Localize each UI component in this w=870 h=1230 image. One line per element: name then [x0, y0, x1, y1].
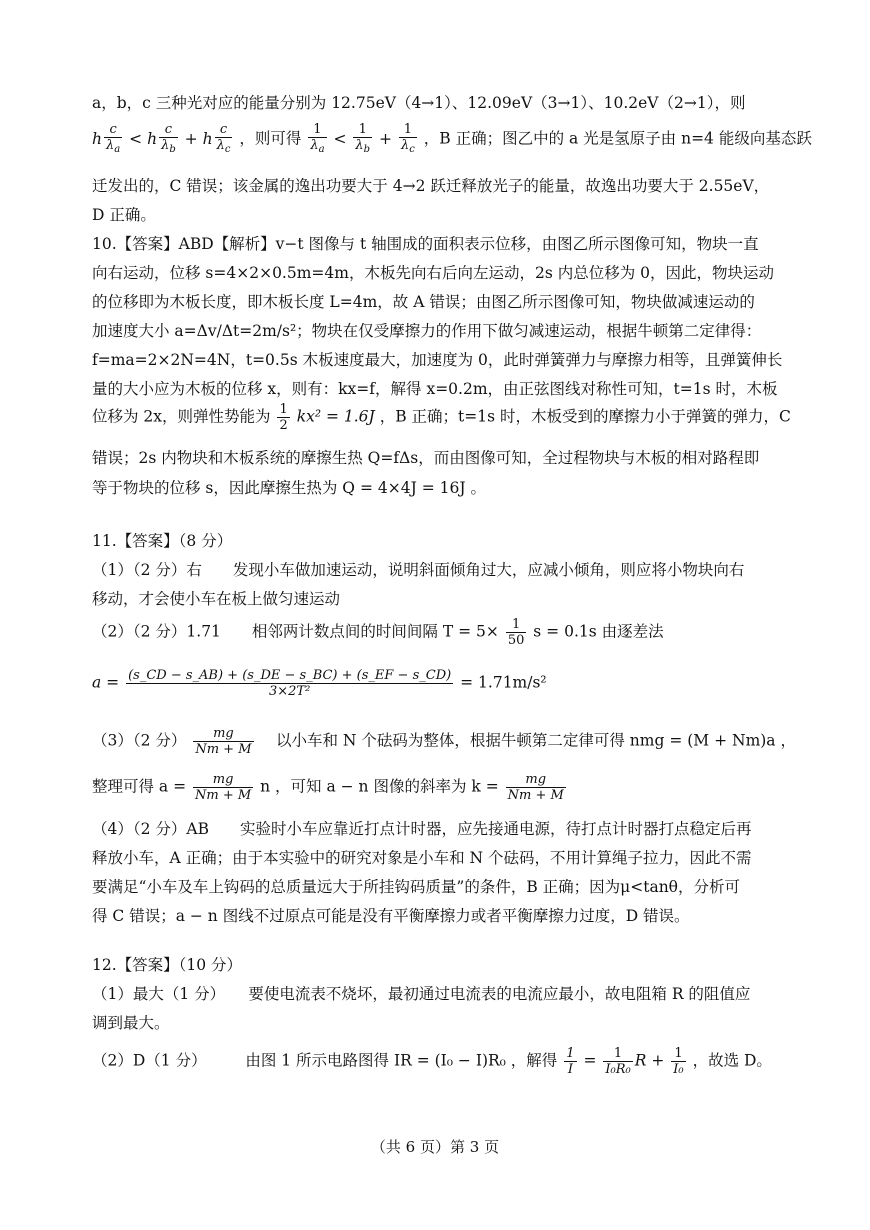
line-26: （1）最大（1 分） 要使电流表不烧坏，最初通过电流表的电流应最小，故电阻箱 R 的阻值应 — [92, 985, 751, 1003]
line-27: 调到最大。 — [92, 1014, 170, 1032]
q11-heading: 11.【答案】（8 分） — [92, 532, 233, 550]
line-15: （1）（2 分）右 发现小车做加速运动，说明斜面倾角过大，应减小倾角，则应将小物块向右 — [92, 561, 745, 579]
line-23: 要满足“小车及车上钩码的总质量远大于所挂钩码质量”的条件，B 正确；因为μ<tanθ，分析可 — [92, 878, 741, 896]
line-2-formula: h $\frac{c}{\lambda_a}$ < h $\frac{c}{\lambda_b}$ + h $\frac{c}{\lambda_c}$ ，则可得 $\frac{1}{\lambda_a}$ < $\frac{1}{\lambda_b}$ + $\frac{1}{\lambda_c}$ ，B 正确；图乙中的 a 光是氢原子由 n=4 能级向基态跃 — [92, 122, 812, 155]
line-22: 释放小车，A 正确；由于本实验中的研究对象是小车和 N 个砝码，不用计算绳子拉力，因此不需 — [92, 849, 752, 867]
line-3: 迁发出的，C 错误；该金属的逸出功要大于 4→2 跃迁释放光子的能量，故逸出功要大于 2.55eV， — [92, 177, 770, 195]
formula-h-inequality: h $\frac{c}{\lambda_a}$ < h $\frac{c}{\lambda_b}$ + h $\frac{c}{\lambda_c}$ — [92, 122, 231, 155]
line-6: 向右运动，位移 s=4×2×0.5m=4m，木板先向右后向左运动，2s 内总位移为 0，因此，物块运动 — [92, 264, 774, 282]
line-5: 10.【答案】ABD【解析】v−t 图像与 t 轴围成的面积表示位移，由图乙所示图像可知，物块一直 — [92, 235, 759, 253]
line-12: 错误；2s 内物块和木板系统的摩擦生热 Q=fΔs，而由图像可知，全过程物块与木板的相对路程即 — [92, 449, 760, 467]
line-28-formula: （2）D（1 分） 由图 1 所示电路图得 IR = (I₀ − I)R₀ ，解得 $\frac{1}{I}$ = $\frac{1}{\text{I₀R₀}}$ R + $\frac{1}{\text{I₀}}$ ，故选 D。 — [92, 1046, 772, 1077]
line-17-formula: （2）（2 分）1.71 相邻两计数点间的时间间隔 T = 5× $\frac{1}{50}$ s = 0.1s 由逐差法 — [92, 617, 664, 648]
line-1: a，b，c 三种光对应的能量分别为 12.75eV（4→1）、12.09eV（3→1）、10.2eV（2→1），则 — [92, 94, 746, 112]
line-19-formula: （3）（2 分） $\frac{mg}{Nm + M}$ 以小车和 N 个砝码为整体，根据牛顿第二定律可得 nmg = (M + Nm)a ， — [92, 726, 796, 757]
line-16: 移动，才会使小车在板上做匀速运动 — [92, 590, 341, 608]
line-8: 加速度大小 a=Δv/Δt=2m/s²；物块在仅受摩擦力的作用下做匀减速运动，根据牛顿第二定律得： — [92, 322, 762, 340]
line-24: 得 C 错误；a − n 图线不过原点可能是没有平衡摩擦力或者平衡摩擦力过度，D 错误。 — [92, 907, 690, 925]
line-20-formula: 整理可得 a = $\frac{mg}{Nm + M}$ n ，可知 a − n 图像的斜率为 k = $\frac{mg}{Nm + M}$ — [92, 772, 564, 803]
line-7: 的位移即为木板长度，即木板长度 L=4m，故 A 错误；由图乙所示图像可知，物块做减速运动的 — [92, 293, 755, 311]
line-9: f=ma=2×2N=4N，t=0.5s 木板速度最大，加速度为 0，此时弹簧弹力与摩擦力相等，且弹簧伸长 — [92, 351, 783, 369]
line-21: （4）（2 分）AB 实验时小车应靠近打点计时器，应先接通电源，待打点计时器打点稳定后再 — [92, 820, 752, 838]
line-11-formula: 位移为 2x，则弹性势能为 $\frac{1}{2}$ kx² = 1.6J ，B 正确；t=1s 时，木板受到的摩擦力小于弹簧的弹力，C — [92, 402, 791, 433]
line-4: D 正确。 — [92, 206, 156, 224]
page-footer: （共 6 页）第 3 页 — [370, 1138, 500, 1156]
q12-heading: 12.【答案】（10 分） — [92, 956, 243, 974]
line-13: 等于物块的位移 s，因此摩擦生热为 Q = 4×4J = 16J 。 — [92, 479, 486, 497]
formula-lambda-inequality: $\frac{1}{\lambda_a}$ < $\frac{1}{\lambda_b}$ + $\frac{1}{\lambda_c}$ — [310, 122, 415, 155]
line-18-formula: a = $\frac{(s\_CD - s\_AB) + (s\_DE - s\_BC) + (s\_EF - s\_CD)}{\text{3×2T²}}$ = 1.71m/s² — [92, 668, 547, 699]
line-10: 量的大小应为木板的位移 x，则有：kx=f，解得 x=0.2m，由正弦图线对称性可知，t=1s 时，木板 — [92, 380, 778, 398]
